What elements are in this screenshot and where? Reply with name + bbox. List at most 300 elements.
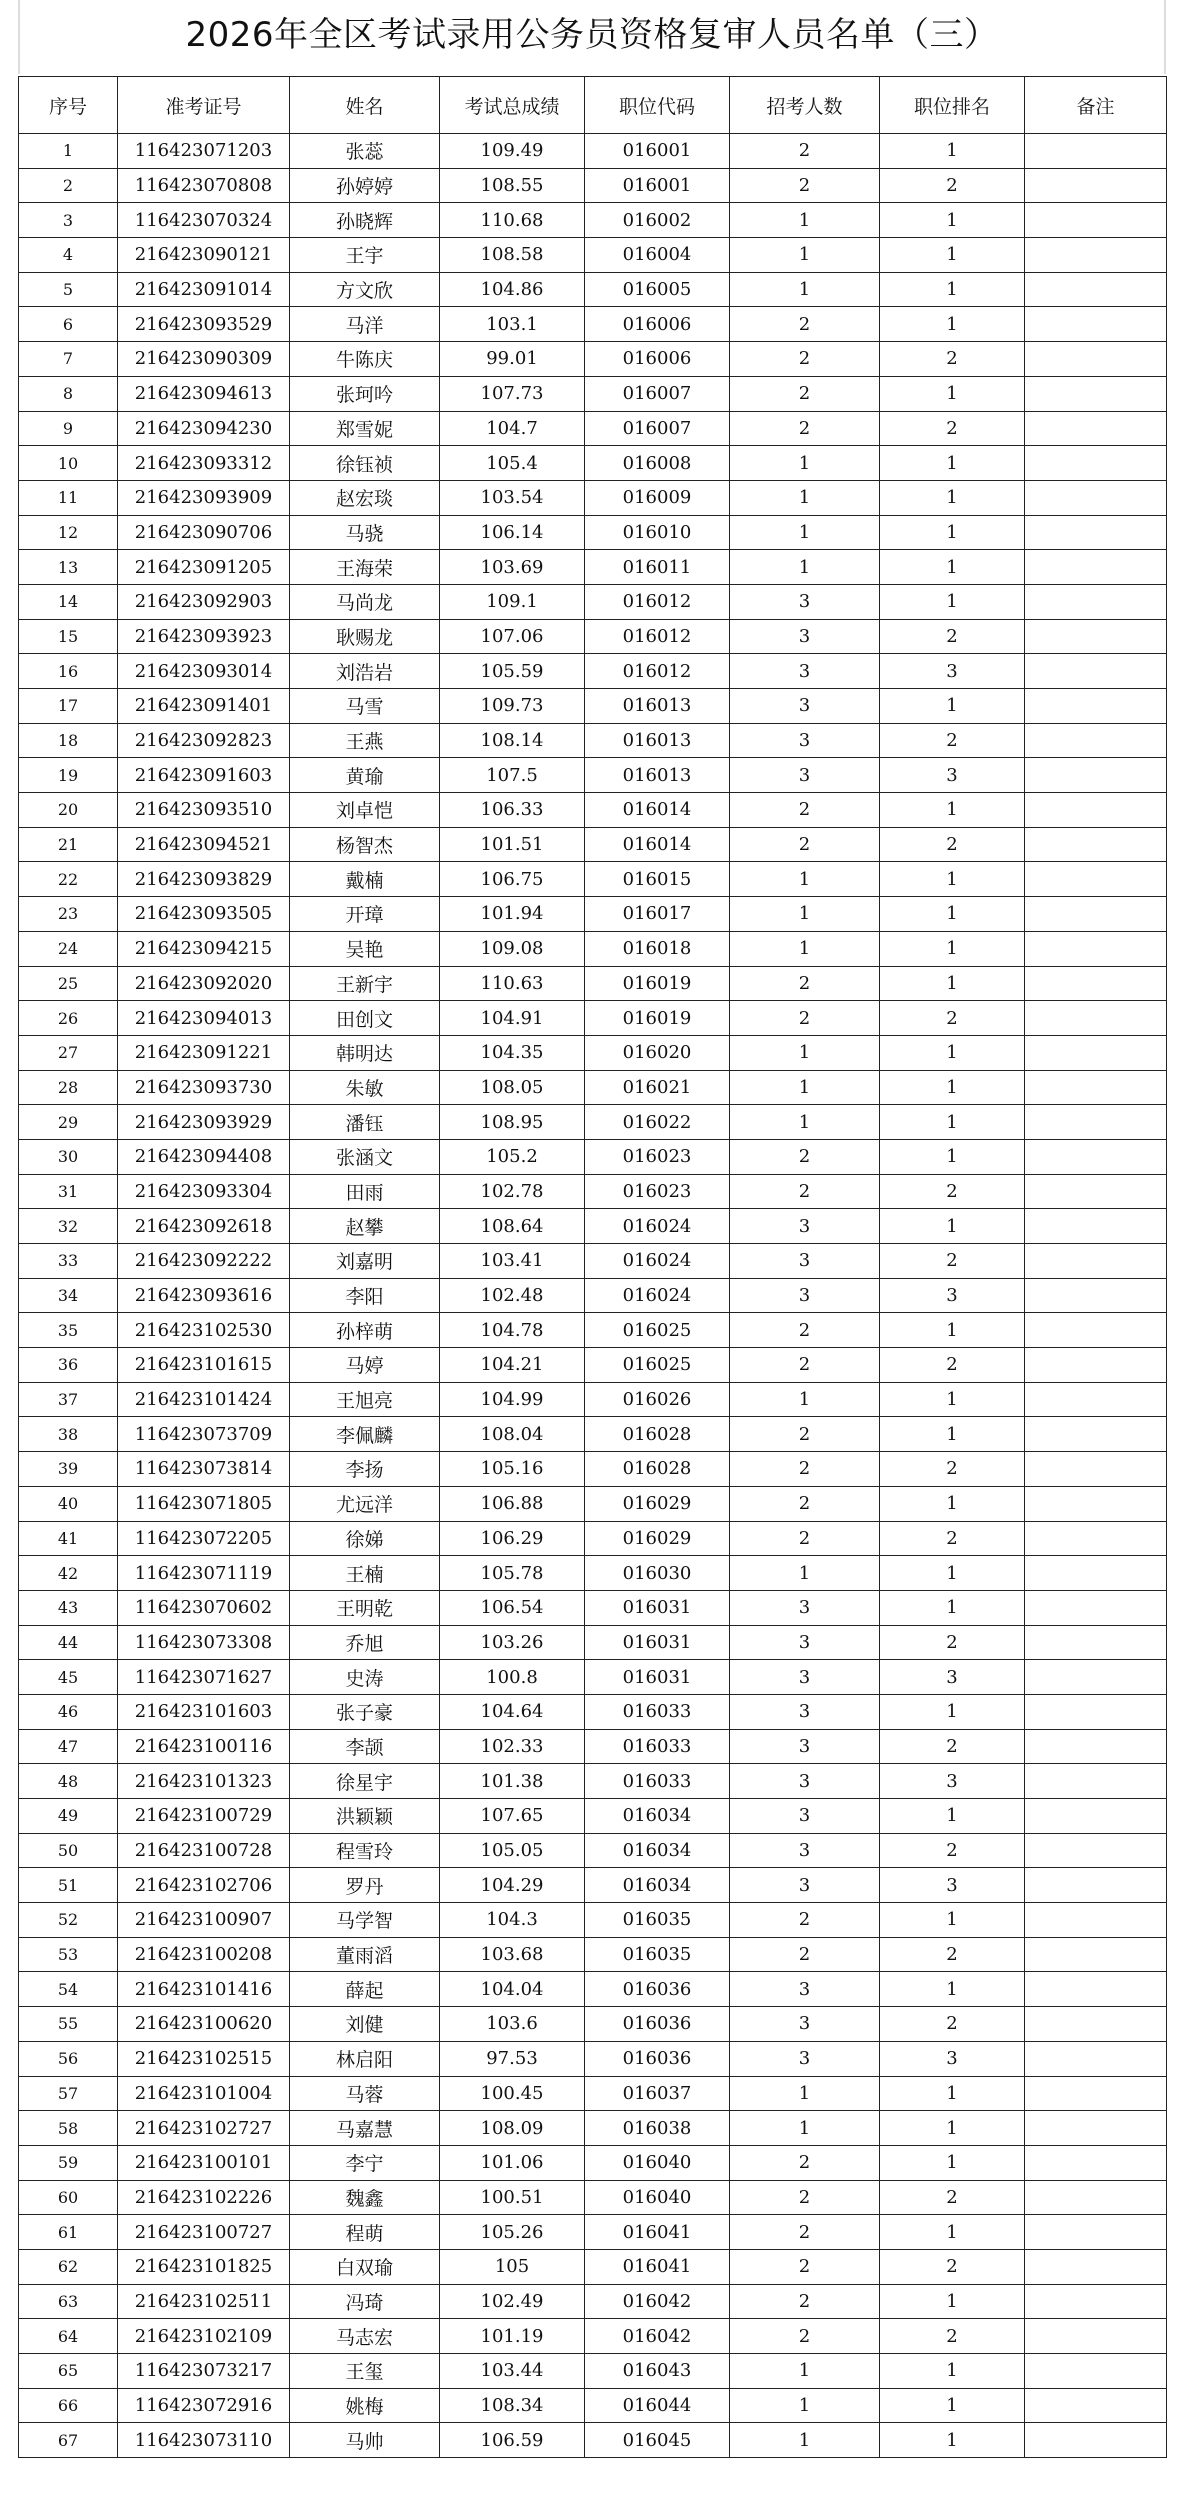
seq-cell: 15 [19,619,118,654]
position-rank-cell: 1 [880,1903,1025,1938]
seq-cell: 63 [19,2284,118,2319]
table-row [19,619,1167,654]
remarks-cell [1025,1868,1167,1903]
remarks-cell [1025,1209,1167,1244]
name-cell: 潘钰 [290,1105,440,1140]
table-row [19,1521,1167,1556]
table-row [19,1868,1167,1903]
ticket-number-cell: 116423070808 [118,168,290,203]
name-cell: 开璋 [290,897,440,932]
name-cell: 王明乾 [290,1590,440,1625]
table-row [19,1937,1167,1972]
position-rank-cell: 2 [880,342,1025,377]
table-row [19,654,1167,689]
position-code-cell: 016033 [585,1764,730,1799]
total-score-cell: 101.38 [440,1764,585,1799]
position-rank-cell: 1 [880,1209,1025,1244]
total-score-cell: 106.54 [440,1590,585,1625]
remarks-cell [1025,134,1167,169]
ticket-number-cell: 216423092020 [118,966,290,1001]
recruit-count-cell: 2 [730,2249,880,2284]
recruit-count-cell: 3 [730,584,880,619]
recruit-count-cell: 2 [730,1937,880,1972]
position-rank-cell: 1 [880,1556,1025,1591]
remarks-cell [1025,2249,1167,2284]
position-rank-cell: 1 [880,862,1025,897]
ticket-number-cell: 216423093909 [118,480,290,515]
position-rank-cell: 1 [880,689,1025,724]
remarks-cell [1025,307,1167,342]
position-rank-cell: 2 [880,1729,1025,1764]
name-cell: 李颉 [290,1729,440,1764]
name-cell: 李宁 [290,2145,440,2180]
ticket-number-cell: 216423094408 [118,1139,290,1174]
position-code-cell: 016044 [585,2388,730,2423]
table-row [19,584,1167,619]
recruit-count-cell: 1 [730,1382,880,1417]
seq-cell: 37 [19,1382,118,1417]
remarks-cell [1025,1348,1167,1383]
ticket-number-cell: 216423101424 [118,1382,290,1417]
position-rank-cell: 2 [880,1521,1025,1556]
recruit-count-cell: 1 [730,2423,880,2458]
remarks-cell [1025,2180,1167,2215]
name-cell: 李扬 [290,1452,440,1487]
ticket-number-cell: 216423093923 [118,619,290,654]
name-cell: 徐娣 [290,1521,440,1556]
total-score-cell: 103.26 [440,1625,585,1660]
seq-cell: 59 [19,2145,118,2180]
total-score-cell: 104.35 [440,1035,585,1070]
recruit-count-cell: 3 [730,1833,880,1868]
position-rank-cell: 1 [880,480,1025,515]
total-score-cell: 108.09 [440,2111,585,2146]
position-code-cell: 016013 [585,689,730,724]
total-score-cell: 105.05 [440,1833,585,1868]
name-cell: 王宇 [290,238,440,273]
recruit-count-cell: 1 [730,1105,880,1140]
recruit-count-cell: 1 [730,931,880,966]
recruit-count-cell: 1 [730,1070,880,1105]
seq-cell: 19 [19,758,118,793]
ticket-number-cell: 216423091205 [118,550,290,585]
seq-cell: 5 [19,272,118,307]
remarks-cell [1025,203,1167,238]
ticket-number-cell: 116423071203 [118,134,290,169]
total-score-cell: 107.73 [440,376,585,411]
remarks-cell [1025,238,1167,273]
remarks-cell [1025,2076,1167,2111]
name-cell: 田创文 [290,1001,440,1036]
position-rank-cell: 1 [880,1313,1025,1348]
ticket-number-cell: 216423101416 [118,1972,290,2007]
position-code-cell: 016014 [585,827,730,862]
total-score-cell: 103.44 [440,2354,585,2389]
name-cell: 刘嘉明 [290,1244,440,1279]
table-row [19,342,1167,377]
recruit-count-cell: 2 [730,1417,880,1452]
recruit-count-cell: 1 [730,897,880,932]
table-row [19,1625,1167,1660]
column-header-position-code: 职位代码 [585,77,730,134]
position-rank-cell: 2 [880,827,1025,862]
position-code-cell: 016036 [585,1972,730,2007]
position-rank-cell: 1 [880,1486,1025,1521]
ticket-number-cell: 216423094613 [118,376,290,411]
name-cell: 耿赐龙 [290,619,440,654]
recruit-count-cell: 1 [730,2111,880,2146]
position-rank-cell: 2 [880,1348,1025,1383]
recruit-count-cell: 2 [730,307,880,342]
remarks-cell [1025,931,1167,966]
recruit-count-cell: 1 [730,2354,880,2389]
name-cell: 程雪玲 [290,1833,440,1868]
position-code-cell: 016015 [585,862,730,897]
total-score-cell: 108.95 [440,1105,585,1140]
ticket-number-cell: 116423073709 [118,1417,290,1452]
name-cell: 尤远洋 [290,1486,440,1521]
ticket-number-cell: 216423090121 [118,238,290,273]
position-rank-cell: 3 [880,1278,1025,1313]
ticket-number-cell: 216423101323 [118,1764,290,1799]
seq-cell: 20 [19,793,118,828]
seq-cell: 38 [19,1417,118,1452]
position-code-cell: 016008 [585,446,730,481]
position-rank-cell: 2 [880,619,1025,654]
recruit-count-cell: 2 [730,827,880,862]
ticket-number-cell: 216423093616 [118,1278,290,1313]
recruit-count-cell: 1 [730,446,880,481]
seq-cell: 66 [19,2388,118,2423]
name-cell: 马尚龙 [290,584,440,619]
position-code-cell: 016005 [585,272,730,307]
recruit-count-cell: 1 [730,550,880,585]
remarks-cell [1025,2111,1167,2146]
table-row [19,897,1167,932]
position-code-cell: 016037 [585,2076,730,2111]
ticket-number-cell: 216423102109 [118,2319,290,2354]
ticket-number-cell: 216423102706 [118,1868,290,1903]
position-rank-cell: 1 [880,966,1025,1001]
position-code-cell: 016029 [585,1486,730,1521]
seq-cell: 56 [19,2041,118,2076]
table-row [19,1035,1167,1070]
remarks-cell [1025,1972,1167,2007]
position-code-cell: 016012 [585,584,730,619]
table-row [19,2145,1167,2180]
table-row [19,307,1167,342]
position-rank-cell: 2 [880,1001,1025,1036]
table-row [19,931,1167,966]
name-cell: 孙婷婷 [290,168,440,203]
remarks-cell [1025,1139,1167,1174]
name-cell: 王旭亮 [290,1382,440,1417]
total-score-cell: 102.48 [440,1278,585,1313]
recruit-count-cell: 3 [730,1209,880,1244]
ticket-number-cell: 216423091014 [118,272,290,307]
recruit-count-cell: 1 [730,238,880,273]
position-rank-cell: 1 [880,2388,1025,2423]
position-code-cell: 016042 [585,2284,730,2319]
ticket-number-cell: 216423100116 [118,1729,290,1764]
position-rank-cell: 1 [880,2076,1025,2111]
total-score-cell: 103.41 [440,1244,585,1279]
remarks-cell [1025,1070,1167,1105]
table-row [19,758,1167,793]
recruit-count-cell: 1 [730,2388,880,2423]
recruit-count-cell: 2 [730,342,880,377]
column-header-seq: 序号 [19,77,118,134]
position-code-cell: 016028 [585,1417,730,1452]
total-score-cell: 100.51 [440,2180,585,2215]
remarks-cell [1025,1764,1167,1799]
name-cell: 马雪 [290,689,440,724]
seq-cell: 25 [19,966,118,1001]
seq-cell: 24 [19,931,118,966]
position-rank-cell: 3 [880,2041,1025,2076]
seq-cell: 47 [19,1729,118,1764]
remarks-cell [1025,2041,1167,2076]
total-score-cell: 105.26 [440,2215,585,2250]
position-code-cell: 016009 [585,480,730,515]
remarks-cell [1025,1452,1167,1487]
remarks-cell [1025,2284,1167,2319]
recruit-count-cell: 2 [730,1521,880,1556]
total-score-cell: 105.78 [440,1556,585,1591]
position-code-cell: 016036 [585,2007,730,2042]
table-row [19,1452,1167,1487]
position-rank-cell: 1 [880,2215,1025,2250]
position-code-cell: 016011 [585,550,730,585]
recruit-count-cell: 3 [730,619,880,654]
recruit-count-cell: 3 [730,723,880,758]
seq-cell: 40 [19,1486,118,1521]
table-row [19,2284,1167,2319]
position-code-cell: 016033 [585,1694,730,1729]
ticket-number-cell: 116423073308 [118,1625,290,1660]
recruit-count-cell: 2 [730,1139,880,1174]
total-score-cell: 105.4 [440,446,585,481]
seq-cell: 26 [19,1001,118,1036]
remarks-cell [1025,689,1167,724]
total-score-cell: 99.01 [440,342,585,377]
recruit-count-cell: 2 [730,2319,880,2354]
ticket-number-cell: 116423071119 [118,1556,290,1591]
position-rank-cell: 1 [880,1105,1025,1140]
seq-cell: 65 [19,2354,118,2389]
ticket-number-cell: 216423093730 [118,1070,290,1105]
table-row [19,2249,1167,2284]
recruit-count-cell: 3 [730,1799,880,1834]
position-code-cell: 016028 [585,1452,730,1487]
table-body [19,134,1167,2458]
table-row [19,1799,1167,1834]
name-cell: 王楠 [290,1556,440,1591]
ticket-number-cell: 216423100620 [118,2007,290,2042]
seq-cell: 61 [19,2215,118,2250]
position-rank-cell: 3 [880,1868,1025,1903]
ticket-number-cell: 216423101615 [118,1348,290,1383]
position-code-cell: 016031 [585,1660,730,1695]
ticket-number-cell: 216423091603 [118,758,290,793]
name-cell: 姚梅 [290,2388,440,2423]
name-cell: 冯琦 [290,2284,440,2319]
name-cell: 董雨滔 [290,1937,440,1972]
name-cell: 王新宇 [290,966,440,1001]
total-score-cell: 106.75 [440,862,585,897]
name-cell: 郑雪妮 [290,411,440,446]
position-rank-cell: 2 [880,1452,1025,1487]
ticket-number-cell: 216423093829 [118,862,290,897]
remarks-cell [1025,342,1167,377]
name-cell: 洪颖颖 [290,1799,440,1834]
remarks-cell [1025,897,1167,932]
remarks-cell [1025,376,1167,411]
ticket-number-cell: 216423100728 [118,1833,290,1868]
seq-cell: 57 [19,2076,118,2111]
position-code-cell: 016036 [585,2041,730,2076]
remarks-cell [1025,2319,1167,2354]
position-code-cell: 016006 [585,307,730,342]
table-row [19,827,1167,862]
ticket-number-cell: 216423100727 [118,2215,290,2250]
position-rank-cell: 1 [880,515,1025,550]
seq-cell: 23 [19,897,118,932]
table-row [19,862,1167,897]
seq-cell: 43 [19,1590,118,1625]
recruit-count-cell: 3 [730,1244,880,1279]
recruit-count-cell: 3 [730,1972,880,2007]
remarks-cell [1025,758,1167,793]
seq-cell: 58 [19,2111,118,2146]
position-code-cell: 016031 [585,1590,730,1625]
name-cell: 马婷 [290,1348,440,1383]
total-score-cell: 107.06 [440,619,585,654]
table-row [19,515,1167,550]
seq-cell: 17 [19,689,118,724]
position-rank-cell: 1 [880,1417,1025,1452]
table-row [19,1278,1167,1313]
recruit-count-cell: 2 [730,1348,880,1383]
total-score-cell: 110.68 [440,203,585,238]
position-code-cell: 016035 [585,1937,730,1972]
recruit-count-cell: 1 [730,862,880,897]
seq-cell: 7 [19,342,118,377]
total-score-cell: 104.91 [440,1001,585,1036]
total-score-cell: 108.05 [440,1070,585,1105]
seq-cell: 10 [19,446,118,481]
ticket-number-cell: 216423100907 [118,1903,290,1938]
remarks-cell [1025,2388,1167,2423]
recruit-count-cell: 2 [730,1313,880,1348]
total-score-cell: 106.29 [440,1521,585,1556]
position-rank-cell: 2 [880,723,1025,758]
ticket-number-cell: 216423093505 [118,897,290,932]
name-cell: 李佩麟 [290,1417,440,1452]
table-row [19,689,1167,724]
name-cell: 林启阳 [290,2041,440,2076]
name-cell: 赵宏琰 [290,480,440,515]
table-row [19,168,1167,203]
position-code-cell: 016002 [585,203,730,238]
ticket-number-cell: 216423102511 [118,2284,290,2319]
recruit-count-cell: 3 [730,1590,880,1625]
column-header-remarks: 备注 [1025,77,1167,134]
remarks-cell [1025,1521,1167,1556]
seq-cell: 11 [19,480,118,515]
ticket-number-cell: 116423071627 [118,1660,290,1695]
name-cell: 白双瑜 [290,2249,440,2284]
remarks-cell [1025,480,1167,515]
name-cell: 王玺 [290,2354,440,2389]
position-code-cell: 016024 [585,1209,730,1244]
total-score-cell: 106.59 [440,2423,585,2458]
recruit-count-cell: 3 [730,1625,880,1660]
seq-cell: 18 [19,723,118,758]
recruit-count-cell: 3 [730,1764,880,1799]
name-cell: 马帅 [290,2423,440,2458]
recruit-count-cell: 3 [730,758,880,793]
table-row [19,1417,1167,1452]
position-code-cell: 016018 [585,931,730,966]
position-rank-cell: 1 [880,1590,1025,1625]
recruit-count-cell: 2 [730,1903,880,1938]
position-code-cell: 016007 [585,411,730,446]
name-cell: 乔旭 [290,1625,440,1660]
position-code-cell: 016012 [585,654,730,689]
position-code-cell: 016022 [585,1105,730,1140]
remarks-cell [1025,1174,1167,1209]
ticket-number-cell: 116423071805 [118,1486,290,1521]
table-row [19,2215,1167,2250]
name-cell: 张珂吟 [290,376,440,411]
name-cell: 韩明达 [290,1035,440,1070]
name-cell: 罗丹 [290,1868,440,1903]
recruit-count-cell: 1 [730,1556,880,1591]
total-score-cell: 104.3 [440,1903,585,1938]
total-score-cell: 109.08 [440,931,585,966]
recruit-count-cell: 2 [730,1486,880,1521]
position-rank-cell: 2 [880,1833,1025,1868]
name-cell: 马学智 [290,1903,440,1938]
column-header-recruit-count: 招考人数 [730,77,880,134]
remarks-cell [1025,1001,1167,1036]
name-cell: 杨智杰 [290,827,440,862]
recruit-count-cell: 2 [730,134,880,169]
table-row [19,723,1167,758]
remarks-cell [1025,966,1167,1001]
total-score-cell: 109.1 [440,584,585,619]
total-score-cell: 108.64 [440,1209,585,1244]
seq-cell: 50 [19,1833,118,1868]
seq-cell: 1 [19,134,118,169]
position-rank-cell: 3 [880,758,1025,793]
seq-cell: 34 [19,1278,118,1313]
seq-cell: 32 [19,1209,118,1244]
ticket-number-cell: 116423073814 [118,1452,290,1487]
name-cell: 方文欣 [290,272,440,307]
seq-cell: 48 [19,1764,118,1799]
position-rank-cell: 2 [880,1174,1025,1209]
position-code-cell: 016025 [585,1348,730,1383]
remarks-cell [1025,1590,1167,1625]
recruit-count-cell: 3 [730,2041,880,2076]
position-code-cell: 016040 [585,2145,730,2180]
recruit-count-cell: 3 [730,1729,880,1764]
ticket-number-cell: 216423092222 [118,1244,290,1279]
seq-cell: 39 [19,1452,118,1487]
seq-cell: 29 [19,1105,118,1140]
